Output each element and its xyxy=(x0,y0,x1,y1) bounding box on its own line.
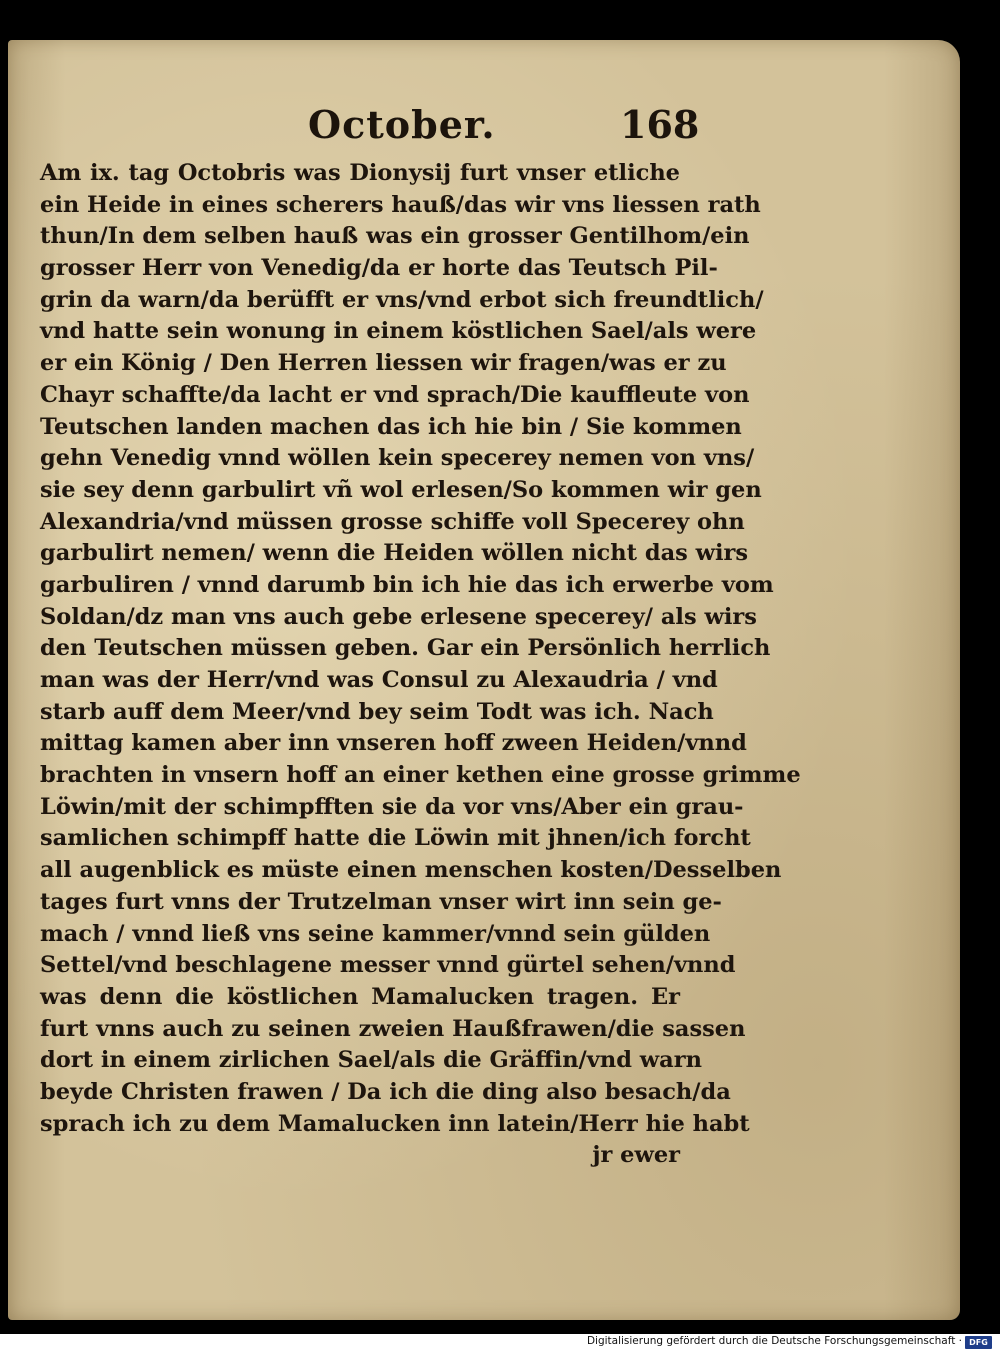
catchword: jr ewer xyxy=(592,1142,680,1169)
page-text xyxy=(40,158,801,1172)
text-line: thun/In dem selben hauß was ein grosser Gentilhom/ein xyxy=(40,223,750,250)
page-number: 168 xyxy=(620,102,700,147)
text-line: vnd hatte sein wonung in einem köstlichen Sael/als were xyxy=(40,318,757,345)
text-line: sprach ich zu dem Mamalucken inn latein/Herr hie habt xyxy=(40,1110,750,1137)
text-line: beyde Christen frawen / Da ich die ding also besach/da xyxy=(40,1078,731,1105)
funding-credit: Digitalisierung gefördert durch die Deutsche Forschungsgemeinschaft · xyxy=(586,1335,962,1347)
text-line: dort in einem zirlichen Sael/als die Gräffin/vnd warn xyxy=(40,1047,702,1074)
running-head xyxy=(8,102,960,162)
text-line: starb auff dem Meer/vnd bey seim Todt was ich. Nach xyxy=(40,698,714,725)
text-line: Soldan/dz man vns auch gebe erlesene specerey/ als wirs xyxy=(40,603,757,630)
dfg-logo-icon: DFG xyxy=(965,1336,992,1349)
text-line: Teutschen landen machen das ich hie bin / Sie kommen xyxy=(40,413,742,440)
text-line: was denn die köstlichen Mamalucken tragen. Er xyxy=(40,983,680,1010)
text-line: Alexandria/vnd müssen grosse schiffe voll Specerey ohn xyxy=(40,508,745,535)
text-line: samlichen schimpff hatte die Löwin mit jhnen/ich forcht xyxy=(40,825,751,852)
text-line: Settel/vnd beschlagene messer vnnd gürtel sehen/vnnd xyxy=(40,952,736,979)
text-line: sie sey denn garbulirt vñ wol erlesen/So kommen wir gen xyxy=(40,476,762,503)
book-page xyxy=(8,40,960,1320)
footer-bar xyxy=(0,1334,1000,1351)
text-line: man was der Herr/vnd was Consul zu Alexaudria / vnd xyxy=(40,667,718,693)
text-line: all augenblick es müste einen menschen kosten/Desselben xyxy=(40,857,782,884)
text-line: Chayr schaffte/da lacht er vnd sprach/Die kauffleute von xyxy=(40,381,750,408)
text-line: grosser Herr von Venedig/da er horte das Teutsch Pil- xyxy=(40,255,718,282)
running-head-title: October. xyxy=(308,102,496,147)
text-line: er ein König / Den Herren liessen wir fragen/was er zu xyxy=(40,350,727,377)
text-line: gehn Venedig vnnd wöllen kein specerey nemen von vns/ xyxy=(40,445,755,472)
text-line: mittag kamen aber inn vnseren hoff zween Heiden/vnnd xyxy=(40,730,747,757)
text-line: garbulirt nemen/ wenn die Heiden wöllen nicht das wirs xyxy=(40,540,749,567)
text-line: garbuliren / vnnd darumb bin ich hie das ich erwerbe vom xyxy=(40,571,774,598)
text-line: tages furt vnns der Trutzelman vnser wirt inn sein ge- xyxy=(40,888,722,915)
text-line: den Teutschen müssen geben. Gar ein Persönlich herrlich xyxy=(40,635,771,662)
text-line: furt vnns auch zu seinen zweien Haußfrawen/die sassen xyxy=(40,1015,746,1042)
text-line: brachten in vnsern hoff an einer kethen eine grosse grimme xyxy=(40,762,801,789)
text-line: ein Heide in eines scherers hauß/das wir vns liessen rath xyxy=(40,191,761,218)
text-line: Am ix. tag Octobris was Dionysij furt vnser etliche xyxy=(40,160,680,186)
text-line: grin da warn/da berüfft er vns/vnd erbot sich freundtlich/ xyxy=(40,286,764,313)
text-line: Löwin/mit der schimpfften sie da vor vns/Aber ein grau- xyxy=(40,793,744,820)
text-line: mach / vnnd ließ vns seine kammer/vnnd sein gülden xyxy=(40,920,711,947)
